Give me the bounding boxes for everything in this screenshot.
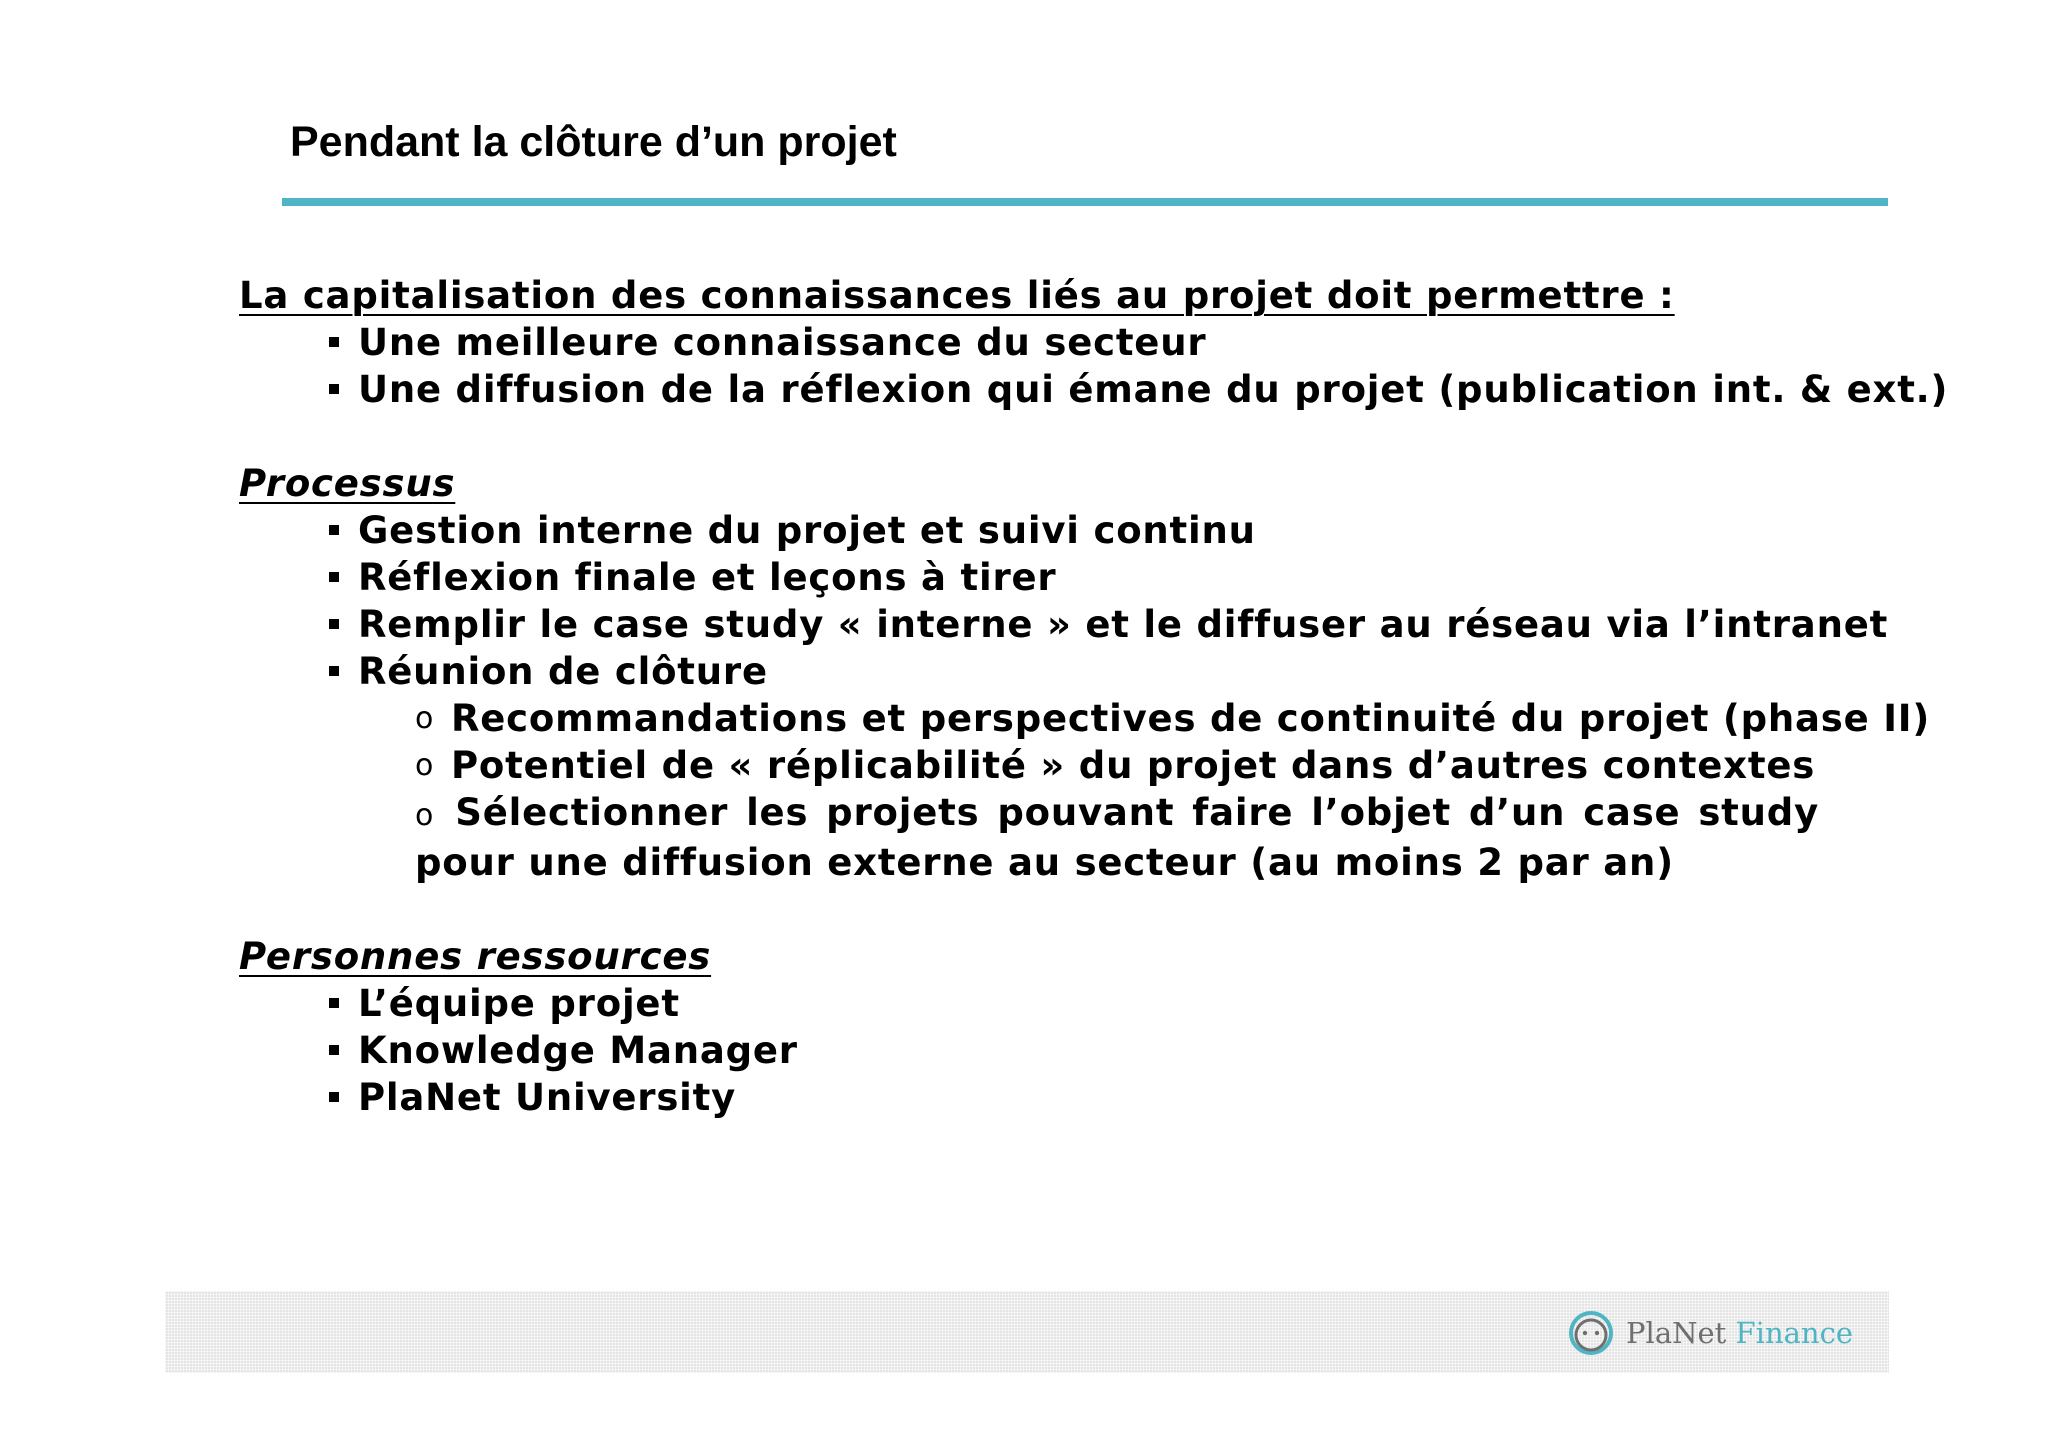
planet-finance-logo-icon bbox=[1566, 1308, 1616, 1358]
list-item-text: Knowledge Manager bbox=[358, 1029, 798, 1072]
list-item-text: L’équipe projet bbox=[358, 982, 680, 1025]
square-bullet-icon bbox=[329, 1045, 339, 1055]
square-bullet-icon bbox=[329, 998, 339, 1008]
sub-list-item bbox=[415, 789, 1819, 886]
square-bullet-icon bbox=[329, 619, 339, 629]
slide-content bbox=[239, 272, 1949, 1121]
closure-meeting-sublist bbox=[239, 695, 1931, 886]
processus-list bbox=[239, 507, 1889, 695]
list-item bbox=[239, 1074, 1819, 1121]
spacer bbox=[239, 886, 1819, 933]
list-item bbox=[239, 980, 1819, 1027]
circle-bullet-icon: o bbox=[415, 701, 434, 736]
list-item-text: Réflexion finale et leçons à tirer bbox=[358, 556, 1057, 599]
logo-wordmark-finance: Finance bbox=[1735, 1316, 1853, 1350]
resources-heading: Personnes ressources bbox=[239, 935, 712, 978]
square-bullet-icon bbox=[329, 384, 339, 394]
list-item bbox=[239, 601, 1889, 648]
list-item-text: PlaNet University bbox=[358, 1076, 737, 1119]
list-item-text: Une diffusion de la réflexion qui émane du projet (publication int. & ext.) bbox=[358, 368, 1949, 411]
list-item-text: Réunion de clôture bbox=[358, 650, 768, 693]
page-title: Pendant la clôture d’un projet bbox=[290, 118, 897, 166]
list-item bbox=[239, 507, 1819, 554]
sub-list-item-text: Potentiel de « réplicabilité » du projet dans d’autres contextes bbox=[451, 744, 1816, 787]
circle-bullet-icon: o bbox=[415, 798, 434, 833]
planet-finance-logo bbox=[1566, 1305, 1853, 1361]
sub-list-item bbox=[239, 742, 1819, 789]
list-item-text: Remplir le case study « interne » et le diffuser au réseau via l’intranet bbox=[358, 603, 1889, 646]
list-item bbox=[239, 319, 1819, 366]
list-item bbox=[239, 366, 1949, 413]
list-item-text: Gestion interne du projet et suivi continu bbox=[358, 509, 1256, 552]
footer-band bbox=[165, 1291, 1889, 1373]
circle-bullet-icon: o bbox=[415, 748, 434, 783]
intro-heading: La capitalisation des connaissances liés au projet doit permettre : bbox=[239, 274, 1675, 317]
resources-list bbox=[239, 980, 1819, 1121]
sub-list-item-text: Recommandations et perspectives de continuité du projet (phase II) bbox=[451, 697, 1931, 740]
sub-list-item bbox=[239, 695, 1931, 742]
list-item bbox=[239, 1027, 1819, 1074]
logo-wordmark bbox=[1626, 1316, 1853, 1350]
square-bullet-icon bbox=[329, 572, 339, 582]
intro-list bbox=[239, 319, 1949, 413]
list-item-text: Une meilleure connaissance du secteur bbox=[358, 321, 1207, 364]
logo-wordmark-planet: PlaNet bbox=[1626, 1316, 1727, 1350]
title-divider bbox=[282, 198, 1888, 206]
processus-heading: Processus bbox=[239, 462, 456, 505]
list-item bbox=[239, 554, 1819, 601]
square-bullet-icon bbox=[329, 525, 339, 535]
square-bullet-icon bbox=[329, 1092, 339, 1102]
sub-list-item-text: Sélectionner les projets pouvant faire l’objet d’un case study pour une diffusion externe au secteur (au moins 2 par an) bbox=[415, 791, 1819, 884]
spacer bbox=[239, 413, 1819, 460]
square-bullet-icon bbox=[329, 666, 339, 676]
list-item bbox=[239, 648, 1819, 695]
square-bullet-icon bbox=[329, 337, 339, 347]
